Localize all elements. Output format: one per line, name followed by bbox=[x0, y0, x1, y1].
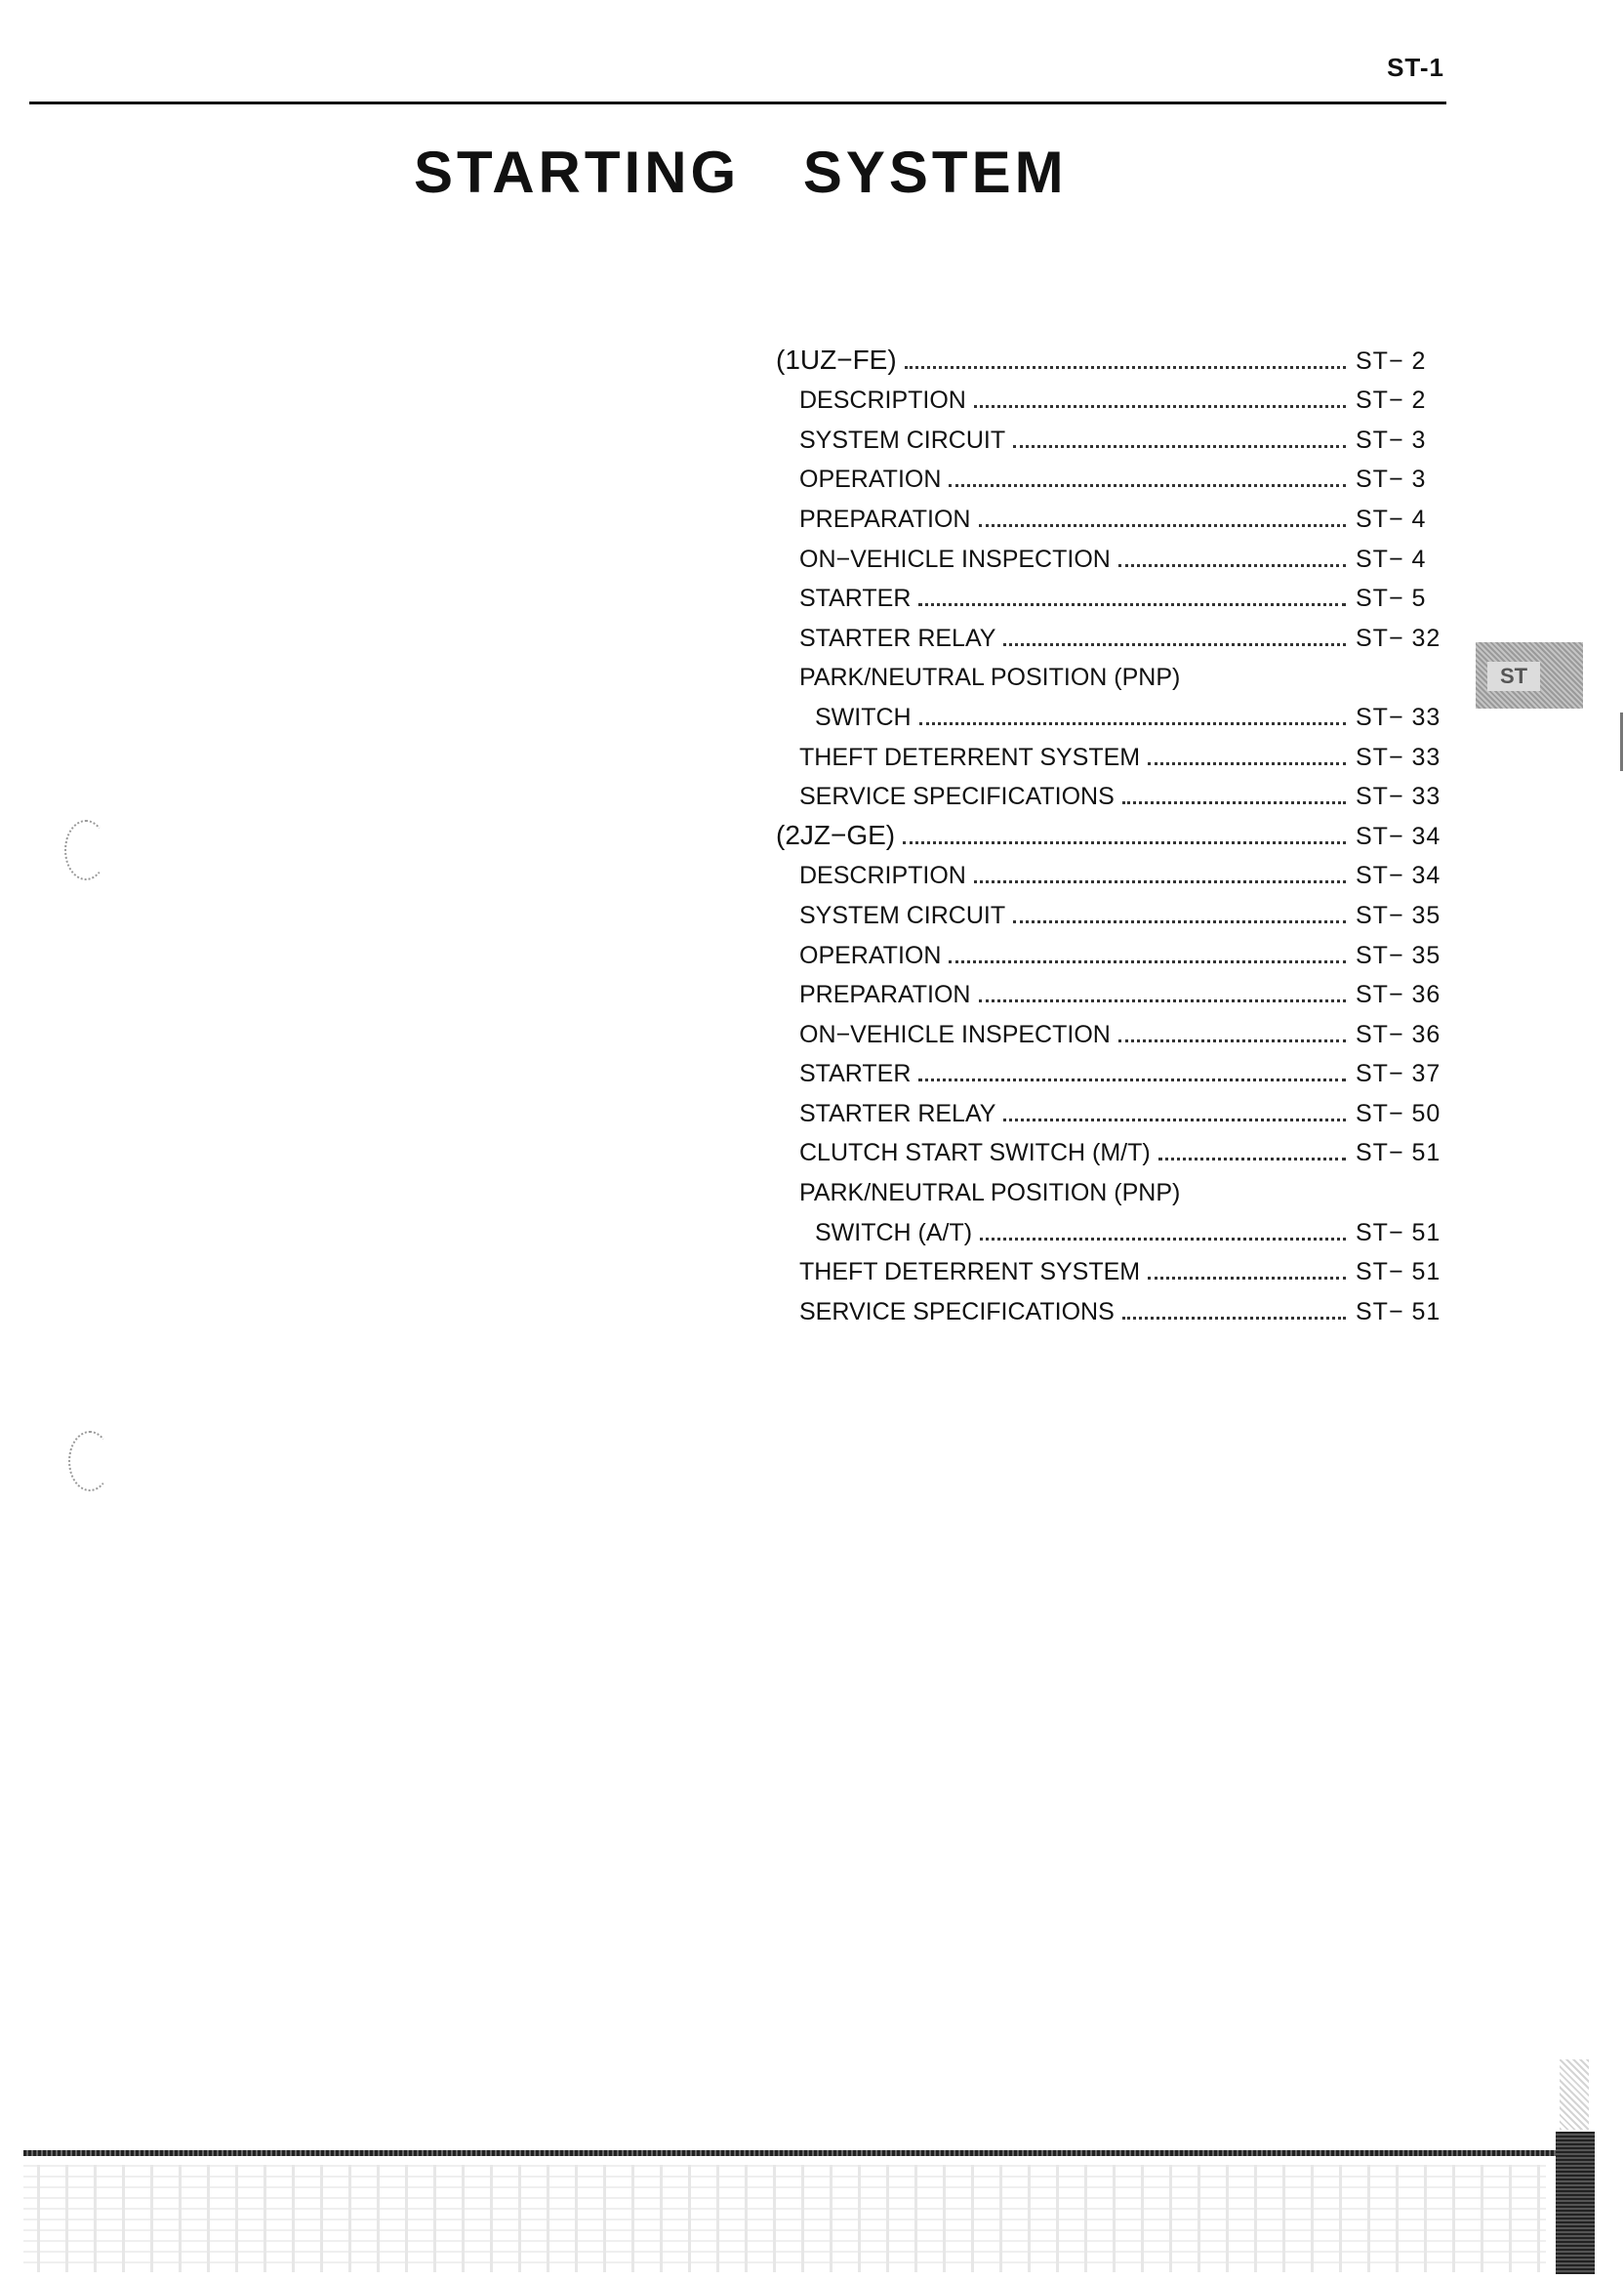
toc-label: ON−VEHICLE INSPECTION bbox=[799, 545, 1111, 573]
toc-leader bbox=[1158, 1158, 1346, 1160]
toc-label: DESCRIPTION bbox=[799, 387, 966, 415]
toc-leader bbox=[1003, 643, 1346, 646]
toc-label: (2JZ−GE) bbox=[776, 819, 896, 850]
toc-leader bbox=[1122, 801, 1346, 804]
page-number: ST-1 bbox=[1387, 53, 1444, 82]
section-tab-label: ST bbox=[1487, 662, 1540, 691]
edge-mark bbox=[1620, 712, 1623, 771]
footer-scan-noise bbox=[23, 2165, 1546, 2272]
toc-row[interactable] bbox=[776, 1247, 1449, 1287]
toc-label: STARTER RELAY bbox=[799, 624, 996, 652]
toc-page: ST− 35 bbox=[1356, 901, 1441, 929]
toc-row[interactable] bbox=[776, 494, 1449, 534]
toc-label: THEFT DETERRENT SYSTEM bbox=[799, 1258, 1141, 1286]
toc-page: ST− 51 bbox=[1356, 1139, 1441, 1167]
toc-row[interactable] bbox=[776, 1286, 1449, 1326]
toc-page: ST− 2 bbox=[1356, 387, 1427, 415]
toc-page: ST− 33 bbox=[1356, 783, 1441, 811]
toc-label: PARK/NEUTRAL POSITION (PNP) bbox=[799, 664, 1181, 692]
toc-row[interactable] bbox=[776, 1088, 1449, 1128]
toc-label: THEFT DETERRENT SYSTEM bbox=[799, 743, 1141, 771]
toc-leader bbox=[919, 722, 1346, 725]
toc-leader bbox=[1003, 1119, 1346, 1121]
toc-label: (1UZ−FE) bbox=[776, 344, 897, 375]
punch-hole-upper bbox=[64, 820, 107, 880]
toc-leader bbox=[905, 366, 1346, 369]
toc-leader bbox=[979, 524, 1347, 527]
toc-row[interactable] bbox=[776, 930, 1449, 970]
toc-row[interactable] bbox=[776, 376, 1449, 416]
toc-page: ST− 33 bbox=[1356, 743, 1441, 771]
toc-label: STARTER bbox=[799, 1060, 912, 1088]
toc-leader bbox=[974, 405, 1346, 408]
toc-label: OPERATION bbox=[799, 941, 942, 969]
toc-leader bbox=[1013, 920, 1346, 923]
toc-row[interactable] bbox=[776, 732, 1449, 772]
toc-row[interactable] bbox=[776, 455, 1449, 495]
toc-row[interactable] bbox=[776, 692, 1449, 732]
toc-label: STARTER bbox=[799, 585, 912, 613]
toc-row[interactable] bbox=[776, 613, 1449, 653]
toc-page: ST− 3 bbox=[1356, 426, 1427, 454]
toc-row-wrapped-first[interactable] bbox=[776, 653, 1449, 693]
toc-label: SERVICE SPECIFICATIONS bbox=[799, 1297, 1115, 1325]
toc-label: SWITCH bbox=[815, 703, 912, 731]
toc-page: ST− 36 bbox=[1356, 981, 1441, 1009]
toc-leader bbox=[1148, 1277, 1346, 1280]
toc-label: OPERATION bbox=[799, 466, 942, 494]
toc-label: SWITCH (A/T) bbox=[815, 1218, 973, 1246]
toc-page: ST− 2 bbox=[1356, 346, 1427, 375]
toc-row[interactable] bbox=[776, 1009, 1449, 1049]
toc-label: PREPARATION bbox=[799, 505, 971, 533]
toc-leader bbox=[918, 603, 1346, 606]
toc-page: ST− 4 bbox=[1356, 505, 1427, 533]
toc-page: ST− 5 bbox=[1356, 585, 1427, 613]
toc-leader bbox=[903, 841, 1346, 844]
toc-row[interactable] bbox=[776, 851, 1449, 891]
toc-label: STARTER RELAY bbox=[799, 1099, 996, 1127]
toc-leader bbox=[918, 1079, 1346, 1081]
toc-page: ST− 36 bbox=[1356, 1020, 1441, 1048]
toc-row[interactable] bbox=[776, 1049, 1449, 1089]
footer-rule bbox=[23, 2150, 1556, 2156]
toc-leader bbox=[1013, 445, 1346, 448]
toc-row-wrapped-first[interactable] bbox=[776, 1167, 1449, 1207]
toc-page: ST− 37 bbox=[1356, 1060, 1441, 1088]
toc-label: PARK/NEUTRAL POSITION (PNP) bbox=[799, 1179, 1181, 1207]
toc-page: ST− 51 bbox=[1356, 1218, 1441, 1246]
toc-label: DESCRIPTION bbox=[799, 862, 966, 890]
toc-page: ST− 51 bbox=[1356, 1258, 1441, 1286]
toc-label: SYSTEM CIRCUIT bbox=[799, 426, 1006, 454]
toc-row[interactable] bbox=[776, 534, 1449, 574]
toc-leader bbox=[974, 880, 1346, 883]
toc-label: SYSTEM CIRCUIT bbox=[799, 901, 1006, 929]
toc-page: ST− 51 bbox=[1356, 1297, 1441, 1325]
toc-row[interactable] bbox=[776, 574, 1449, 614]
toc-leader bbox=[1118, 564, 1346, 567]
toc-row[interactable] bbox=[776, 772, 1449, 812]
toc-page: ST− 3 bbox=[1356, 466, 1427, 494]
toc-row[interactable] bbox=[776, 415, 1449, 455]
toc-leader bbox=[1148, 762, 1346, 765]
page-title: STARTING SYSTEM bbox=[414, 140, 1068, 205]
toc-leader bbox=[949, 484, 1346, 487]
toc-page: ST− 32 bbox=[1356, 624, 1441, 652]
toc-page: ST− 4 bbox=[1356, 545, 1427, 573]
corner-tab-block bbox=[1556, 2132, 1595, 2274]
toc-leader bbox=[1122, 1317, 1346, 1320]
toc-page: ST− 34 bbox=[1356, 822, 1441, 850]
toc-leader bbox=[980, 1238, 1346, 1241]
toc-label: ON−VEHICLE INSPECTION bbox=[799, 1020, 1111, 1048]
toc-row[interactable] bbox=[776, 1128, 1449, 1168]
corner-speckle bbox=[1560, 2059, 1589, 2130]
toc-label: CLUTCH START SWITCH (M/T) bbox=[799, 1139, 1151, 1167]
toc-leader bbox=[949, 960, 1346, 963]
toc-leader bbox=[979, 999, 1347, 1002]
toc-label: PREPARATION bbox=[799, 981, 971, 1009]
toc-row[interactable] bbox=[776, 970, 1449, 1010]
toc-page: ST− 34 bbox=[1356, 862, 1441, 890]
toc-leader bbox=[1118, 1039, 1346, 1042]
toc-row[interactable] bbox=[776, 336, 1449, 376]
toc-page: ST− 33 bbox=[1356, 703, 1441, 731]
toc-row[interactable] bbox=[776, 811, 1449, 851]
header-rule bbox=[29, 102, 1446, 104]
table-of-contents bbox=[776, 336, 1449, 1326]
punch-hole-lower bbox=[68, 1431, 111, 1491]
toc-page: ST− 50 bbox=[1356, 1099, 1441, 1127]
toc-row[interactable] bbox=[776, 1207, 1449, 1247]
toc-page: ST− 35 bbox=[1356, 941, 1441, 969]
toc-row[interactable] bbox=[776, 890, 1449, 930]
toc-label: SERVICE SPECIFICATIONS bbox=[799, 783, 1115, 811]
